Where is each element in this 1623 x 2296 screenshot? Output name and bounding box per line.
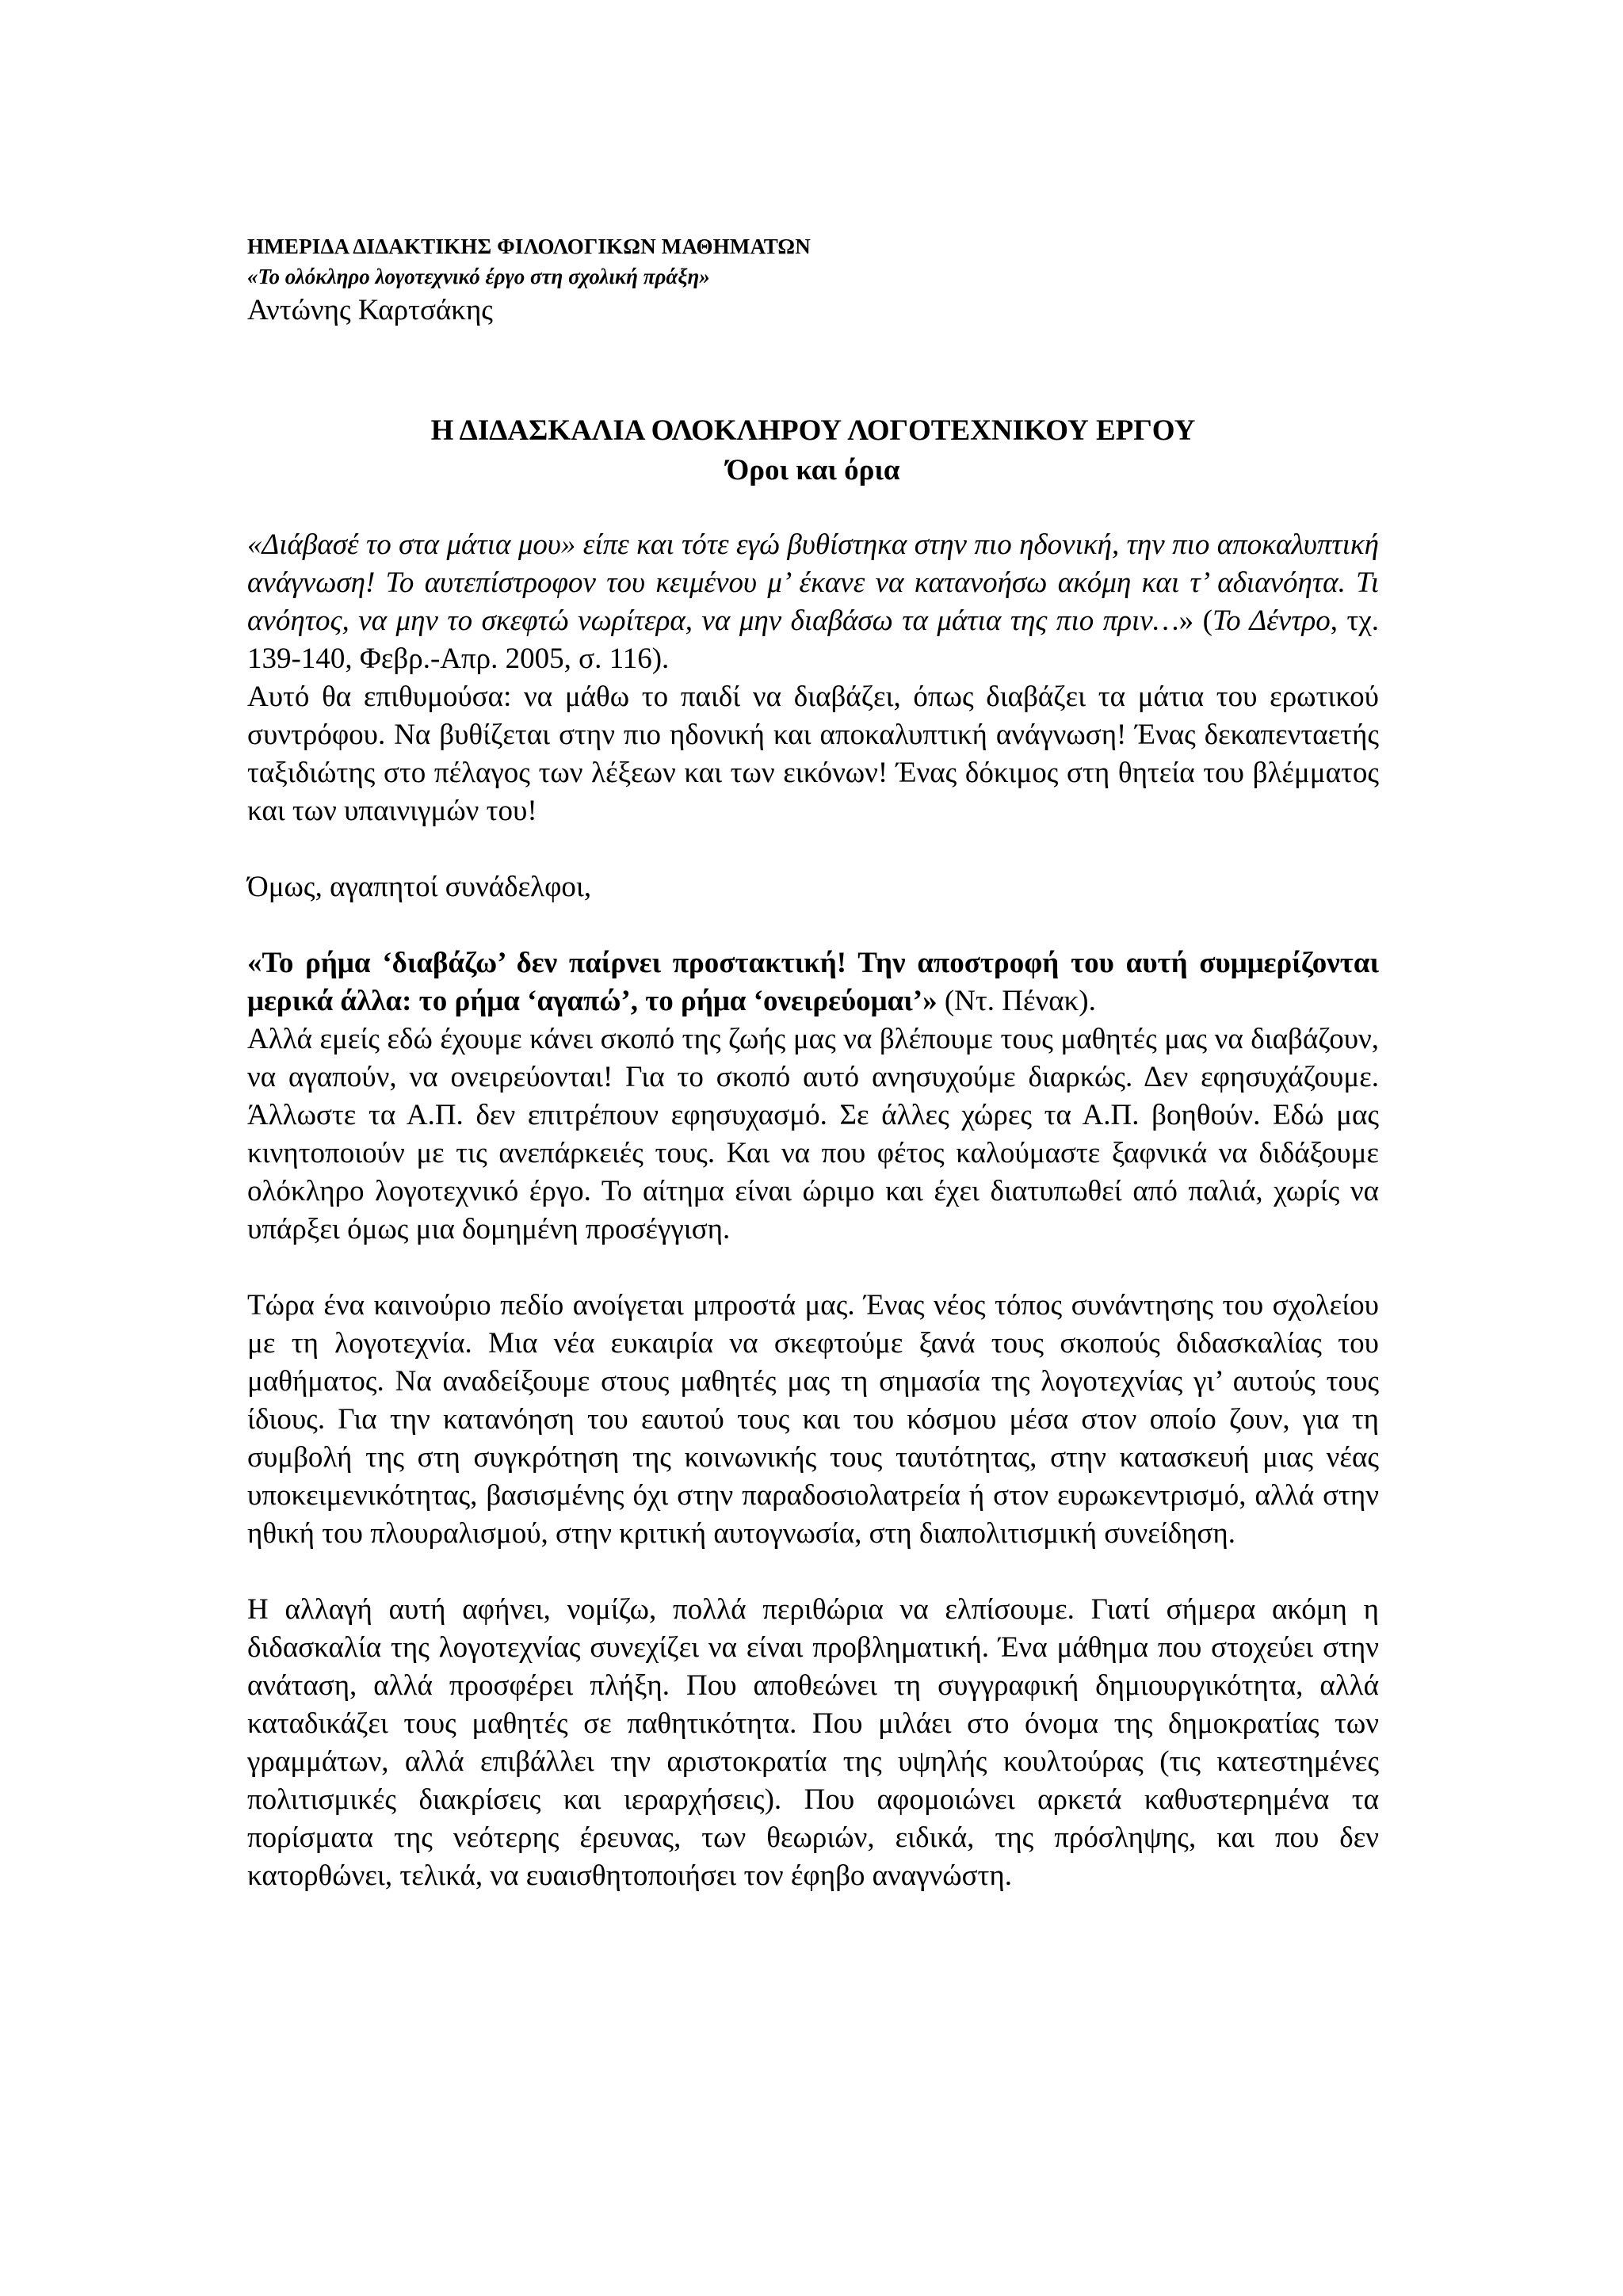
event-title: ΗΜΕΡΙΔΑ ΔΙΔΑΚΤΙΚΗΣ ΦΙΛΟΛΟΓΙΚΩΝ ΜΑΘΗΜΑΤΩΝ: [247, 235, 811, 258]
pennac-quote-paragraph: [247, 944, 1379, 1020]
document-subtitle: Όροι και όρια: [726, 454, 900, 486]
paragraph-4: Η αλλαγή αυτή αφήνει, νομίζω, πολλά περιθώρια να ελπίσουμε. Γιατί σήμερα ακόμη η διδασκαλία της λογοτεχνίας συνεχίζει να είναι προβληματική. Ένα μάθημα που στοχεύει στην ανάταση, αλλά προσφέρει πλήξη. Που αποθεώνει τη συγγραφική δημιουργικότητα, αλλά καταδικάζει τους μαθητές σε παθητικότητα. Που μιλάει στο όνομα της δημοκρατίας των γραμμάτων, αλλά επιβάλλει την αριστοκρατία της υψηλής κουλτούρας (τις κατεστημένες πολιτισμικές διακρίσεις και ιεραρχήσεις). Που αφομοιώνει αρκετά καθυστερημένα τα πορίσματα της νεότερης έρευνας, των θεωριών, ειδικά, της πρόσληψης, και που δεν κατορθώνει, τελικά, να ευαισθητοποιήσει τον έφηβο αναγνώστη.: [247, 1593, 1379, 1892]
paragraph-3: Τώρα ένα καινούριο πεδίο ανοίγεται μπροστά μας. Ένας νέος τόπος συνάντησης του σχολείου με τη λογοτεχνία. Μια νέα ευκαιρία να σκεφτούμε ξανά τους σκοπούς διδασκαλίας του μαθήματος. Να αναδείξουμε στους μαθητές μας τη σημασία της λογοτεχνίας γι’ αυτούς τους ίδιους. Για την κατανόηση του εαυτού τους και του κόσμου μέσα στον οποίο ζουν, για τη συμβολή της στη συγκρότηση της κοινωνικής τους ταυτότητας, στην κατασκευή μιας νέας υποκειμενικότητας, βασισμένης όχι στην παραδοσιολατρεία ή στον ευρωκεντρισμό, αλλά στην ηθική του πλουραλισμού, στην κριτική αυτογνωσία, στη διαπολιτισμική συνείδηση.: [247, 1289, 1379, 1550]
opening-quote-paragraph: [247, 526, 1379, 678]
quote-citation: , τχ. 139-140, Φεβρ.-Απρ. 2005, σ. 116).: [247, 605, 1379, 675]
document-title: Η ΔΙΔΑΣΚΑΛΙΑ ΟΛΟΚΛΗΡΟΥ ΛΟΓΟΤΕΧΝΙΚΟΥ ΕΡΓΟΥ: [430, 414, 1196, 447]
paragraph-1: Αυτό θα επιθυμούσα: να μάθω το παιδί να διαβάζει, όπως διαβάζει τα μάτια του ερωτικού συντρόφου. Να βυθίζεται στην πιο ηδονική και αποκαλυπτική ανάγνωση! Ένας δεκαπενταετής ταξιδιώτης στο πέλαγος των λέξεων και των εικόνων! Ένας δόκιμος στη θητεία του βλέμματος και των υπαινιγμών του!: [247, 681, 1379, 827]
quote-source: Το Δέντρο: [1212, 605, 1331, 637]
pennac-attribution: (Ντ. Πένακ).: [937, 985, 1096, 1017]
document-body: [247, 526, 1379, 1895]
greeting: Όμως, αγαπητοί συνάδελφοι,: [247, 871, 592, 903]
paragraph-2: Αλλά εμείς εδώ έχουμε κάνει σκοπό της ζωής μας να βλέπουμε τους μαθητές μας να διαβάζουν, να αγαπούν, να ονειρεύονται! Για το σκοπό αυτό ανησυχούμε διαρκώς. Δεν εφησυχάζουμε. Άλλωστε τα Α.Π. δεν επιτρέπουν εφησυχασμό. Σε άλλες χώρες τα Α.Π. βοηθούν. Εδώ μας κινητοποιούν με τις ανεπάρκειές τους. Και να που φέτος καλούμαστε ξαφνικά να διδάξουμε ολόκληρο λογοτεχνικό έργο. Το αίτημα είναι ώριμο και έχει διατυπωθεί από παλιά, χωρίς να υπάρξει όμως μια δομημένη προσέγγιση.: [247, 1023, 1379, 1245]
event-theme: «Το ολόκληρο λογοτεχνικό έργο στη σχολική πράξη»: [247, 265, 710, 288]
pennac-quote: «Το ρήμα ‘διαβάζω’ δεν παίρνει προστακτική! Την αποστροφή του αυτή συμμερίζονται μερικά άλλα: το ρήμα ‘αγαπώ’, το ρήμα ‘ονειρεύομαι’»: [247, 947, 1379, 1017]
opening-quote: «Διάβασέ το στα μάτια μου» είπε και τότε εγώ βυθίστηκα στην πιο ηδονική, την πιο αποκαλυπτική ανάγνωση! Το αυτεπίστροφον του κειμένου μ’ έκανε να κατανοήσω ακόμη και τ’ αδιανόητα. Τι ανόητος, να μην το σκεφτώ νωρίτερα, να μην διαβάσω τα μάτια της πιο πριν…: [247, 528, 1379, 637]
quote-close: » (: [1178, 605, 1212, 637]
author-name: Αντώνης Καρτσάκης: [247, 294, 493, 326]
